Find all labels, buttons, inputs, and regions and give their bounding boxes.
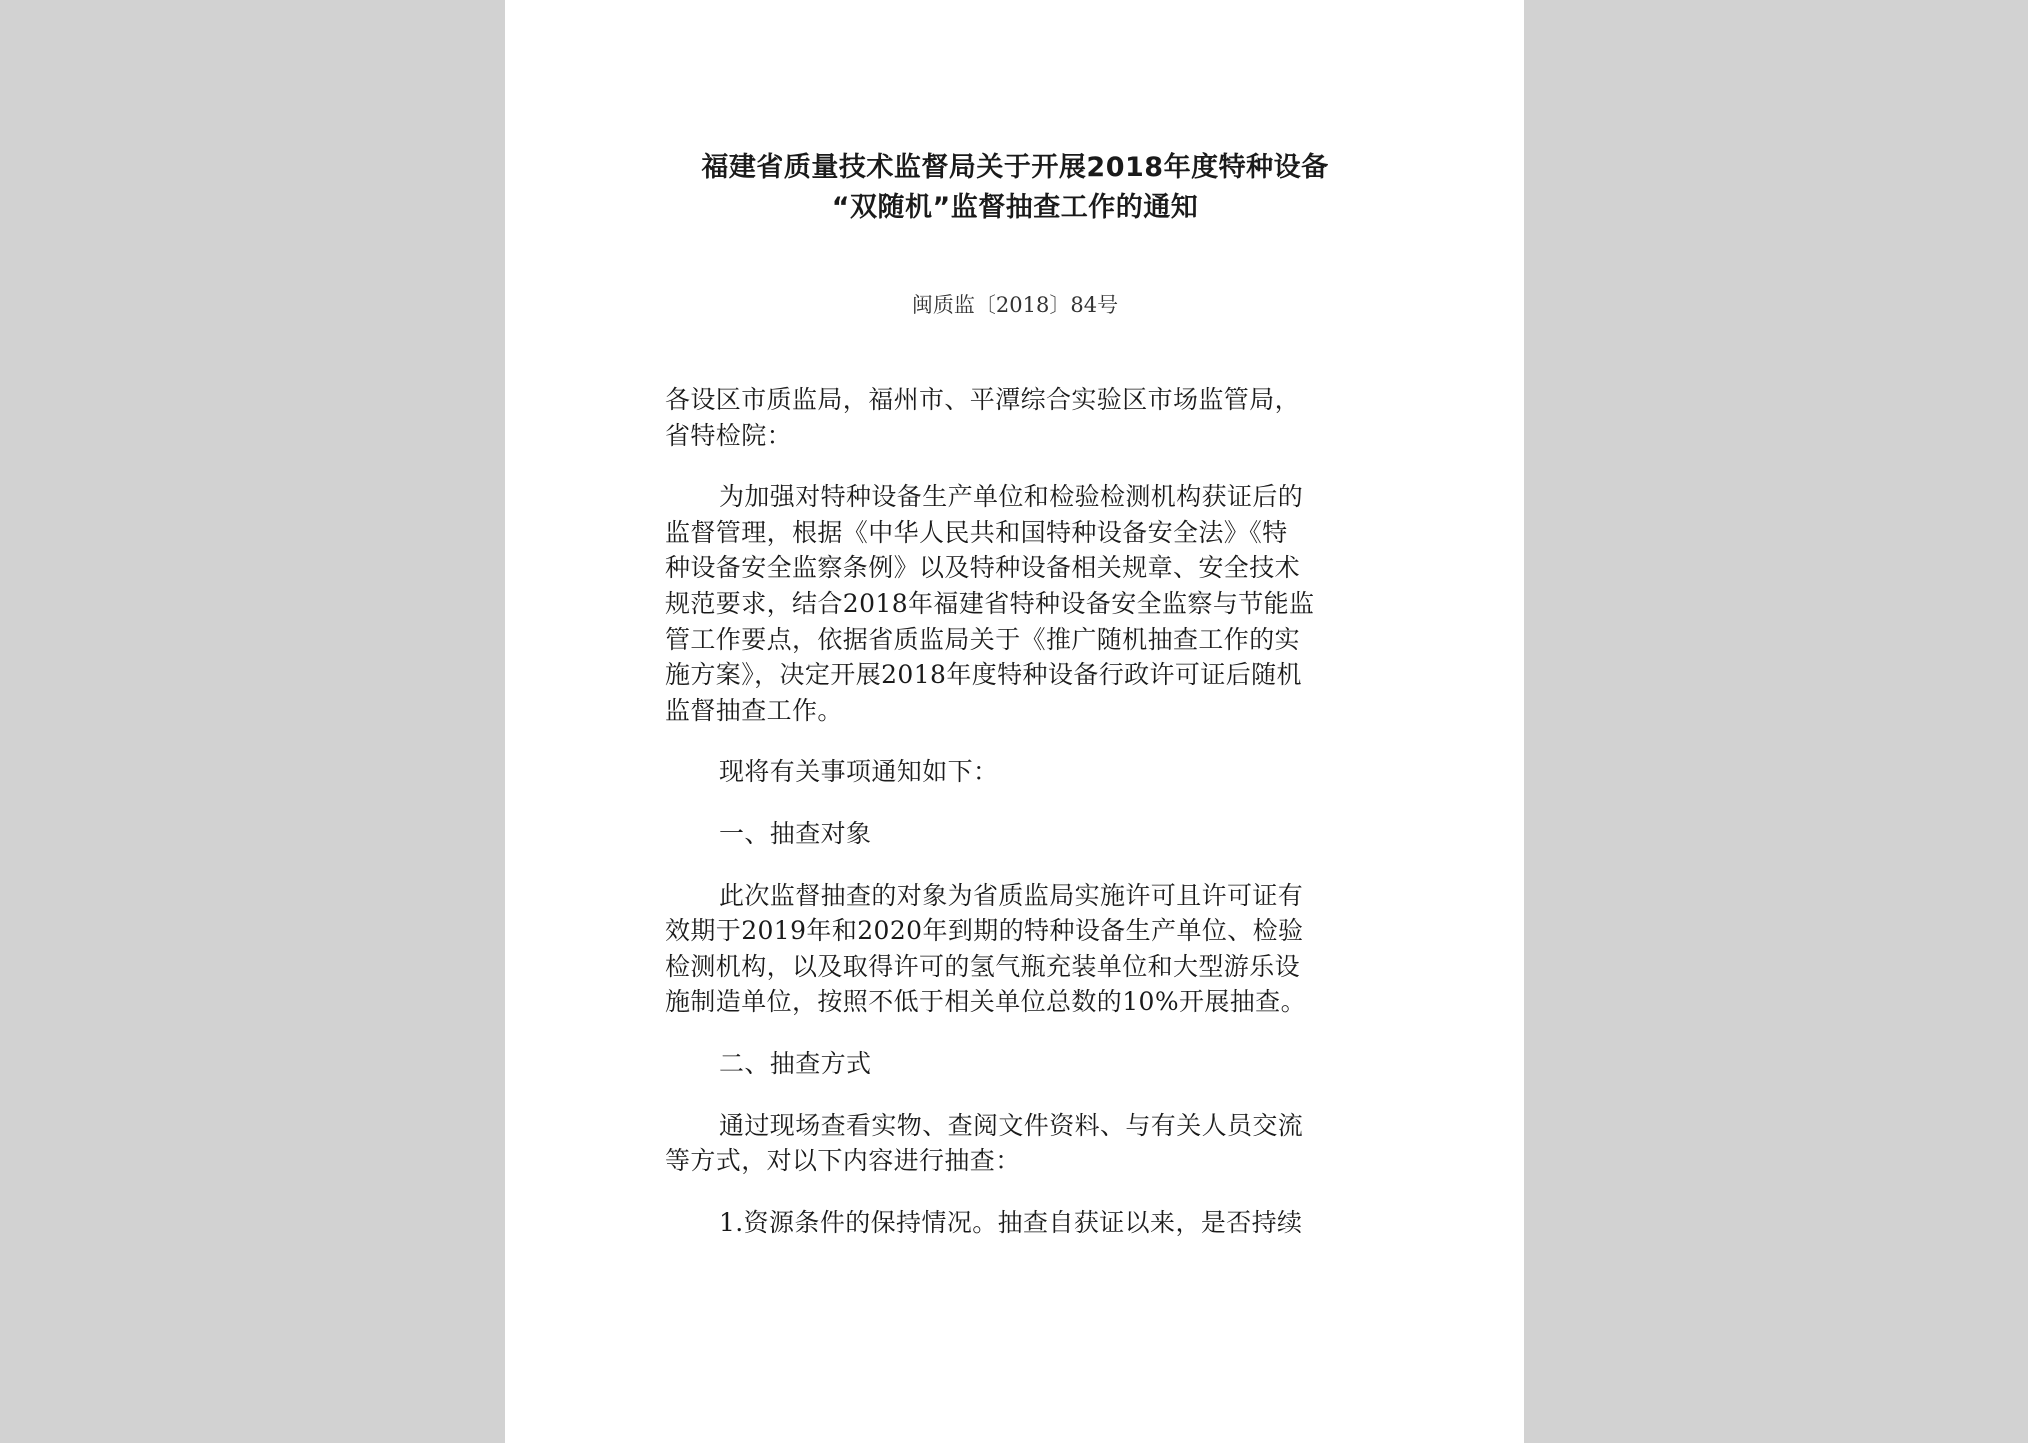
intro-line-3: 种设备安全监察条例》以及特种设备相关规章、安全技术 [665, 553, 1301, 583]
document-body [665, 382, 1365, 1240]
section-1-heading-text: 一、抽查对象 [719, 818, 872, 848]
section-2-heading [665, 1046, 1365, 1082]
page-content [665, 148, 1365, 1240]
section-2-heading-text: 二、抽查方式 [719, 1048, 872, 1078]
addressee-line-2: 省特检院： [665, 420, 793, 450]
section-2-line-2: 等方式，对以下内容进行抽查： [665, 1146, 1021, 1176]
title-line-1: 福建省质量技术监督局关于开展2018年度特种设备 [701, 152, 1329, 183]
intro-paragraph [665, 479, 1365, 728]
section-1-paragraph [665, 878, 1365, 1020]
section-1-heading [665, 816, 1365, 852]
item-1-line: 1.资源条件的保持情况。抽查自获证以来，是否持续 [719, 1207, 1303, 1237]
intro-line-6: 施方案》，决定开展2018年度特种设备行政许可证后随机 [665, 660, 1302, 690]
intro-line-1: 为加强对特种设备生产单位和检验检测机构获证后的 [719, 482, 1304, 512]
item-1-paragraph [665, 1205, 1365, 1241]
section-1-line-3: 检测机构，以及取得许可的氢气瓶充装单位和大型游乐设 [665, 951, 1301, 981]
addressee-line-1: 各设区市质监局，福州市、平潭综合实验区市场监管局， [665, 385, 1301, 414]
title-line-2: “双随机”监督抽查工作的通知 [831, 192, 1199, 223]
intro-line-7: 监督抽查工作。 [665, 695, 843, 725]
notice-paragraph [665, 754, 1365, 790]
section-2-line-1: 通过现场查看实物、查阅文件资料、与有关人员交流 [719, 1110, 1304, 1140]
section-1-line-4: 施制造单位，按照不低于相关单位总数的10%开展抽查。 [665, 987, 1306, 1017]
section-2-paragraph [665, 1108, 1365, 1179]
section-1-line-1: 此次监督抽查的对象为省质监局实施许可且许可证有 [719, 880, 1304, 910]
document-page [505, 0, 1524, 1443]
notice-line: 现将有关事项通知如下： [719, 757, 999, 787]
section-1-line-2: 效期于2019年和2020年到期的特种设备生产单位、检验 [665, 916, 1304, 946]
intro-line-4: 规范要求，结合2018年福建省特种设备安全监察与节能监 [665, 588, 1315, 618]
addressee-paragraph [665, 382, 1365, 453]
intro-line-2: 监督管理，根据《中华人民共和国特种设备安全法》《特 [665, 517, 1288, 547]
intro-line-5: 管工作要点，依据省质监局关于《推广随机抽查工作的实 [665, 624, 1301, 654]
document-title [665, 148, 1365, 228]
document-number: 闽质监〔2018〕84号 [911, 293, 1119, 317]
